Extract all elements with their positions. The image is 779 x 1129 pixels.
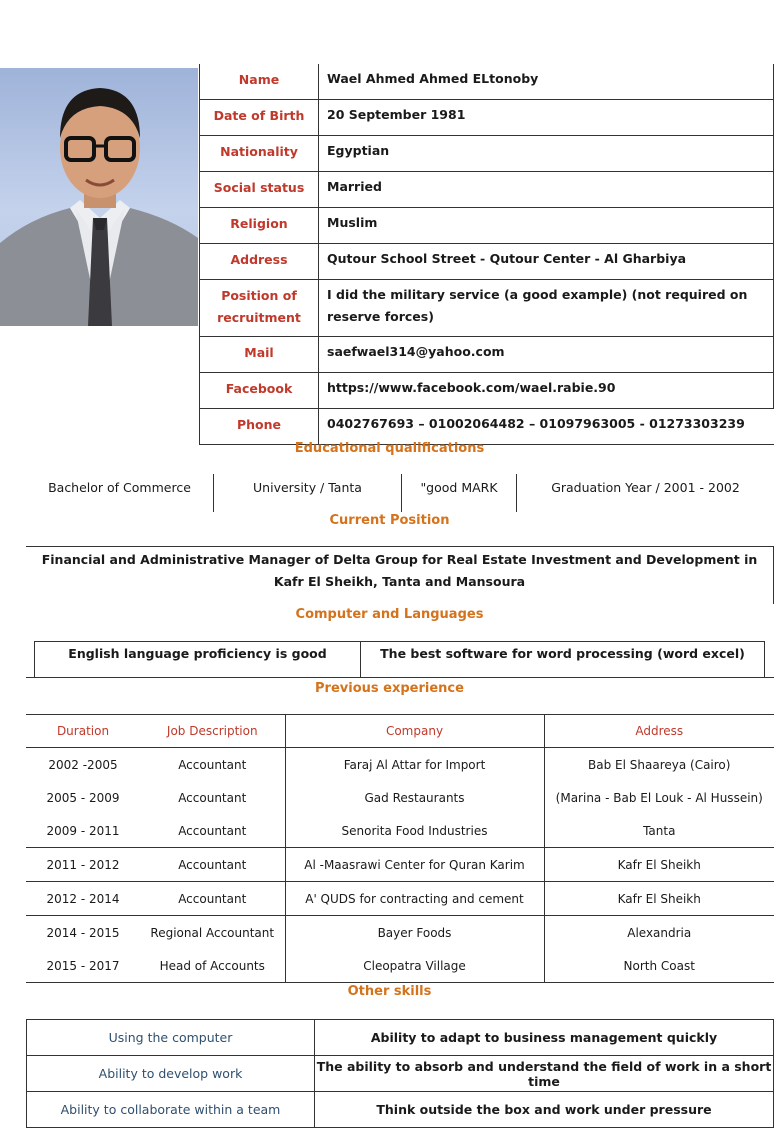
info-row-facebook: [199, 372, 774, 408]
info-value: I did the military service (a good example) (not required on reserve forces): [319, 280, 774, 336]
cell-address: Kafr El Sheikh: [617, 891, 701, 906]
cell-job: Accountant: [178, 823, 247, 838]
experience-header-row: [26, 715, 774, 748]
skills-title: Other skills: [347, 984, 432, 999]
info-label: Mail: [199, 337, 319, 372]
cell-duration: 2009 - 2011: [46, 823, 120, 838]
info-row-phone: [199, 408, 774, 445]
cell-job: Accountant: [178, 790, 247, 805]
header-company: Company: [285, 715, 544, 748]
info-row-social-status: [199, 171, 774, 207]
info-value: 0402767693 – 01002064482 – 01097963005 - 01273303239: [327, 416, 745, 431]
education-grade: "good MARK: [401, 474, 516, 512]
table-row: [27, 1056, 774, 1092]
info-label: Date of Birth: [199, 100, 319, 135]
info-value: Wael Ahmed Ahmed ELtonoby: [319, 64, 774, 99]
info-value: https://www.facebook.com/wael.rabie.90: [319, 373, 774, 408]
info-label: Social status: [199, 172, 319, 207]
info-value: Qutour School Street - Qutour Center - Al Gharbiya: [319, 244, 774, 279]
skill-right: Think outside the box and work under pressure: [315, 1092, 774, 1128]
info-label: Address: [199, 244, 319, 279]
cell-company: Gad Restaurants: [285, 781, 544, 814]
info-row-recruitment: [199, 279, 774, 336]
education-row: [26, 474, 774, 512]
cell-job: Accountant: [178, 757, 247, 772]
table-row: [26, 748, 774, 782]
experience-title: Previous experience: [315, 681, 464, 696]
info-value: Egyptian: [319, 136, 774, 171]
cell-address: (Marina - Bab El Louk - Al Hussein): [555, 790, 763, 805]
info-row-address: [199, 243, 774, 279]
cell-duration: 2002 -2005: [48, 757, 118, 772]
software-skill: The best software for word processing (word excel): [380, 646, 745, 661]
info-value: Married: [319, 172, 774, 207]
current-position-title: Current Position: [329, 513, 450, 528]
cell-address: Bab El Shaareya (Cairo): [588, 757, 731, 772]
info-row-dob: [199, 99, 774, 135]
skill-left: Using the computer: [27, 1020, 315, 1056]
table-row: [27, 1020, 774, 1056]
table-row: [26, 814, 774, 848]
table-row: [26, 882, 774, 916]
skill-right: The ability to absorb and understand the field of work in a short time: [315, 1056, 774, 1092]
info-row-religion: [199, 207, 774, 243]
cell-company: Faraj Al Attar for Import: [285, 748, 544, 782]
cell-job: Regional Accountant: [150, 925, 275, 940]
skill-right: Ability to adapt to business management quickly: [315, 1020, 774, 1056]
divider: [26, 677, 774, 678]
education-title: Educational qualifications: [294, 441, 485, 456]
language-skill: English language proficiency is good: [35, 642, 361, 677]
header-address: Address: [635, 724, 684, 738]
cell-duration: 2005 - 2009: [46, 790, 120, 805]
education-university: University / Tanta: [213, 474, 401, 512]
info-row-mail: [199, 336, 774, 372]
cell-address: Tanta: [643, 823, 676, 838]
table-row: [26, 781, 774, 814]
cell-job: Head of Accounts: [159, 958, 265, 973]
table-row: [26, 916, 774, 950]
info-label: Facebook: [199, 373, 319, 408]
info-label: Name: [199, 64, 319, 99]
header-job: Job Description: [166, 724, 258, 738]
education-degree: Bachelor of Commerce: [48, 480, 191, 495]
cell-duration: 2011 - 2012: [46, 857, 120, 872]
table-row: [26, 949, 774, 983]
personal-info-table: [199, 64, 774, 445]
cell-job: Accountant: [178, 857, 247, 872]
cell-company: Senorita Food Industries: [285, 814, 544, 848]
info-label: Religion: [199, 208, 319, 243]
languages-title: Computer and Languages: [295, 607, 484, 622]
info-value: 20 September 1981: [319, 100, 774, 135]
cell-company: Cleopatra Village: [285, 949, 544, 983]
skill-left: Ability to develop work: [27, 1056, 315, 1092]
skills-table: [26, 1019, 774, 1128]
cell-address: Kafr El Sheikh: [617, 857, 701, 872]
cell-duration: 2012 - 2014: [46, 891, 120, 906]
info-row-nationality: [199, 135, 774, 171]
cell-duration: 2015 - 2017: [46, 958, 120, 973]
header-duration: Duration: [56, 724, 110, 738]
cell-company: Al -Maasrawi Center for Quran Karim: [285, 848, 544, 882]
info-label: Position of recruitment: [199, 280, 319, 336]
info-row-name: [199, 64, 774, 99]
cell-company: A' QUDS for contracting and cement: [285, 882, 544, 916]
info-label: Nationality: [199, 136, 319, 171]
info-value: saefwael314@yahoo.com: [319, 337, 774, 372]
cell-address: Alexandria: [627, 925, 692, 940]
profile-photo: [0, 68, 198, 326]
info-label: Phone: [199, 409, 319, 444]
languages-row: [34, 641, 765, 678]
skill-left: Ability to collaborate within a team: [27, 1092, 315, 1128]
education-year: Graduation Year / 2001 - 2002: [516, 474, 774, 512]
info-value: Muslim: [319, 208, 774, 243]
cell-address: North Coast: [623, 958, 695, 973]
table-row: [27, 1092, 774, 1128]
table-row: [26, 848, 774, 882]
experience-table: [26, 714, 774, 983]
cell-duration: 2014 - 2015: [46, 925, 120, 940]
current-position-text: Financial and Administrative Manager of Delta Group for Real Estate Investment and Development in Kafr El Sheikh, Tanta and Mansoura: [26, 546, 774, 604]
cell-job: Accountant: [178, 891, 247, 906]
cell-company: Bayer Foods: [285, 916, 544, 950]
